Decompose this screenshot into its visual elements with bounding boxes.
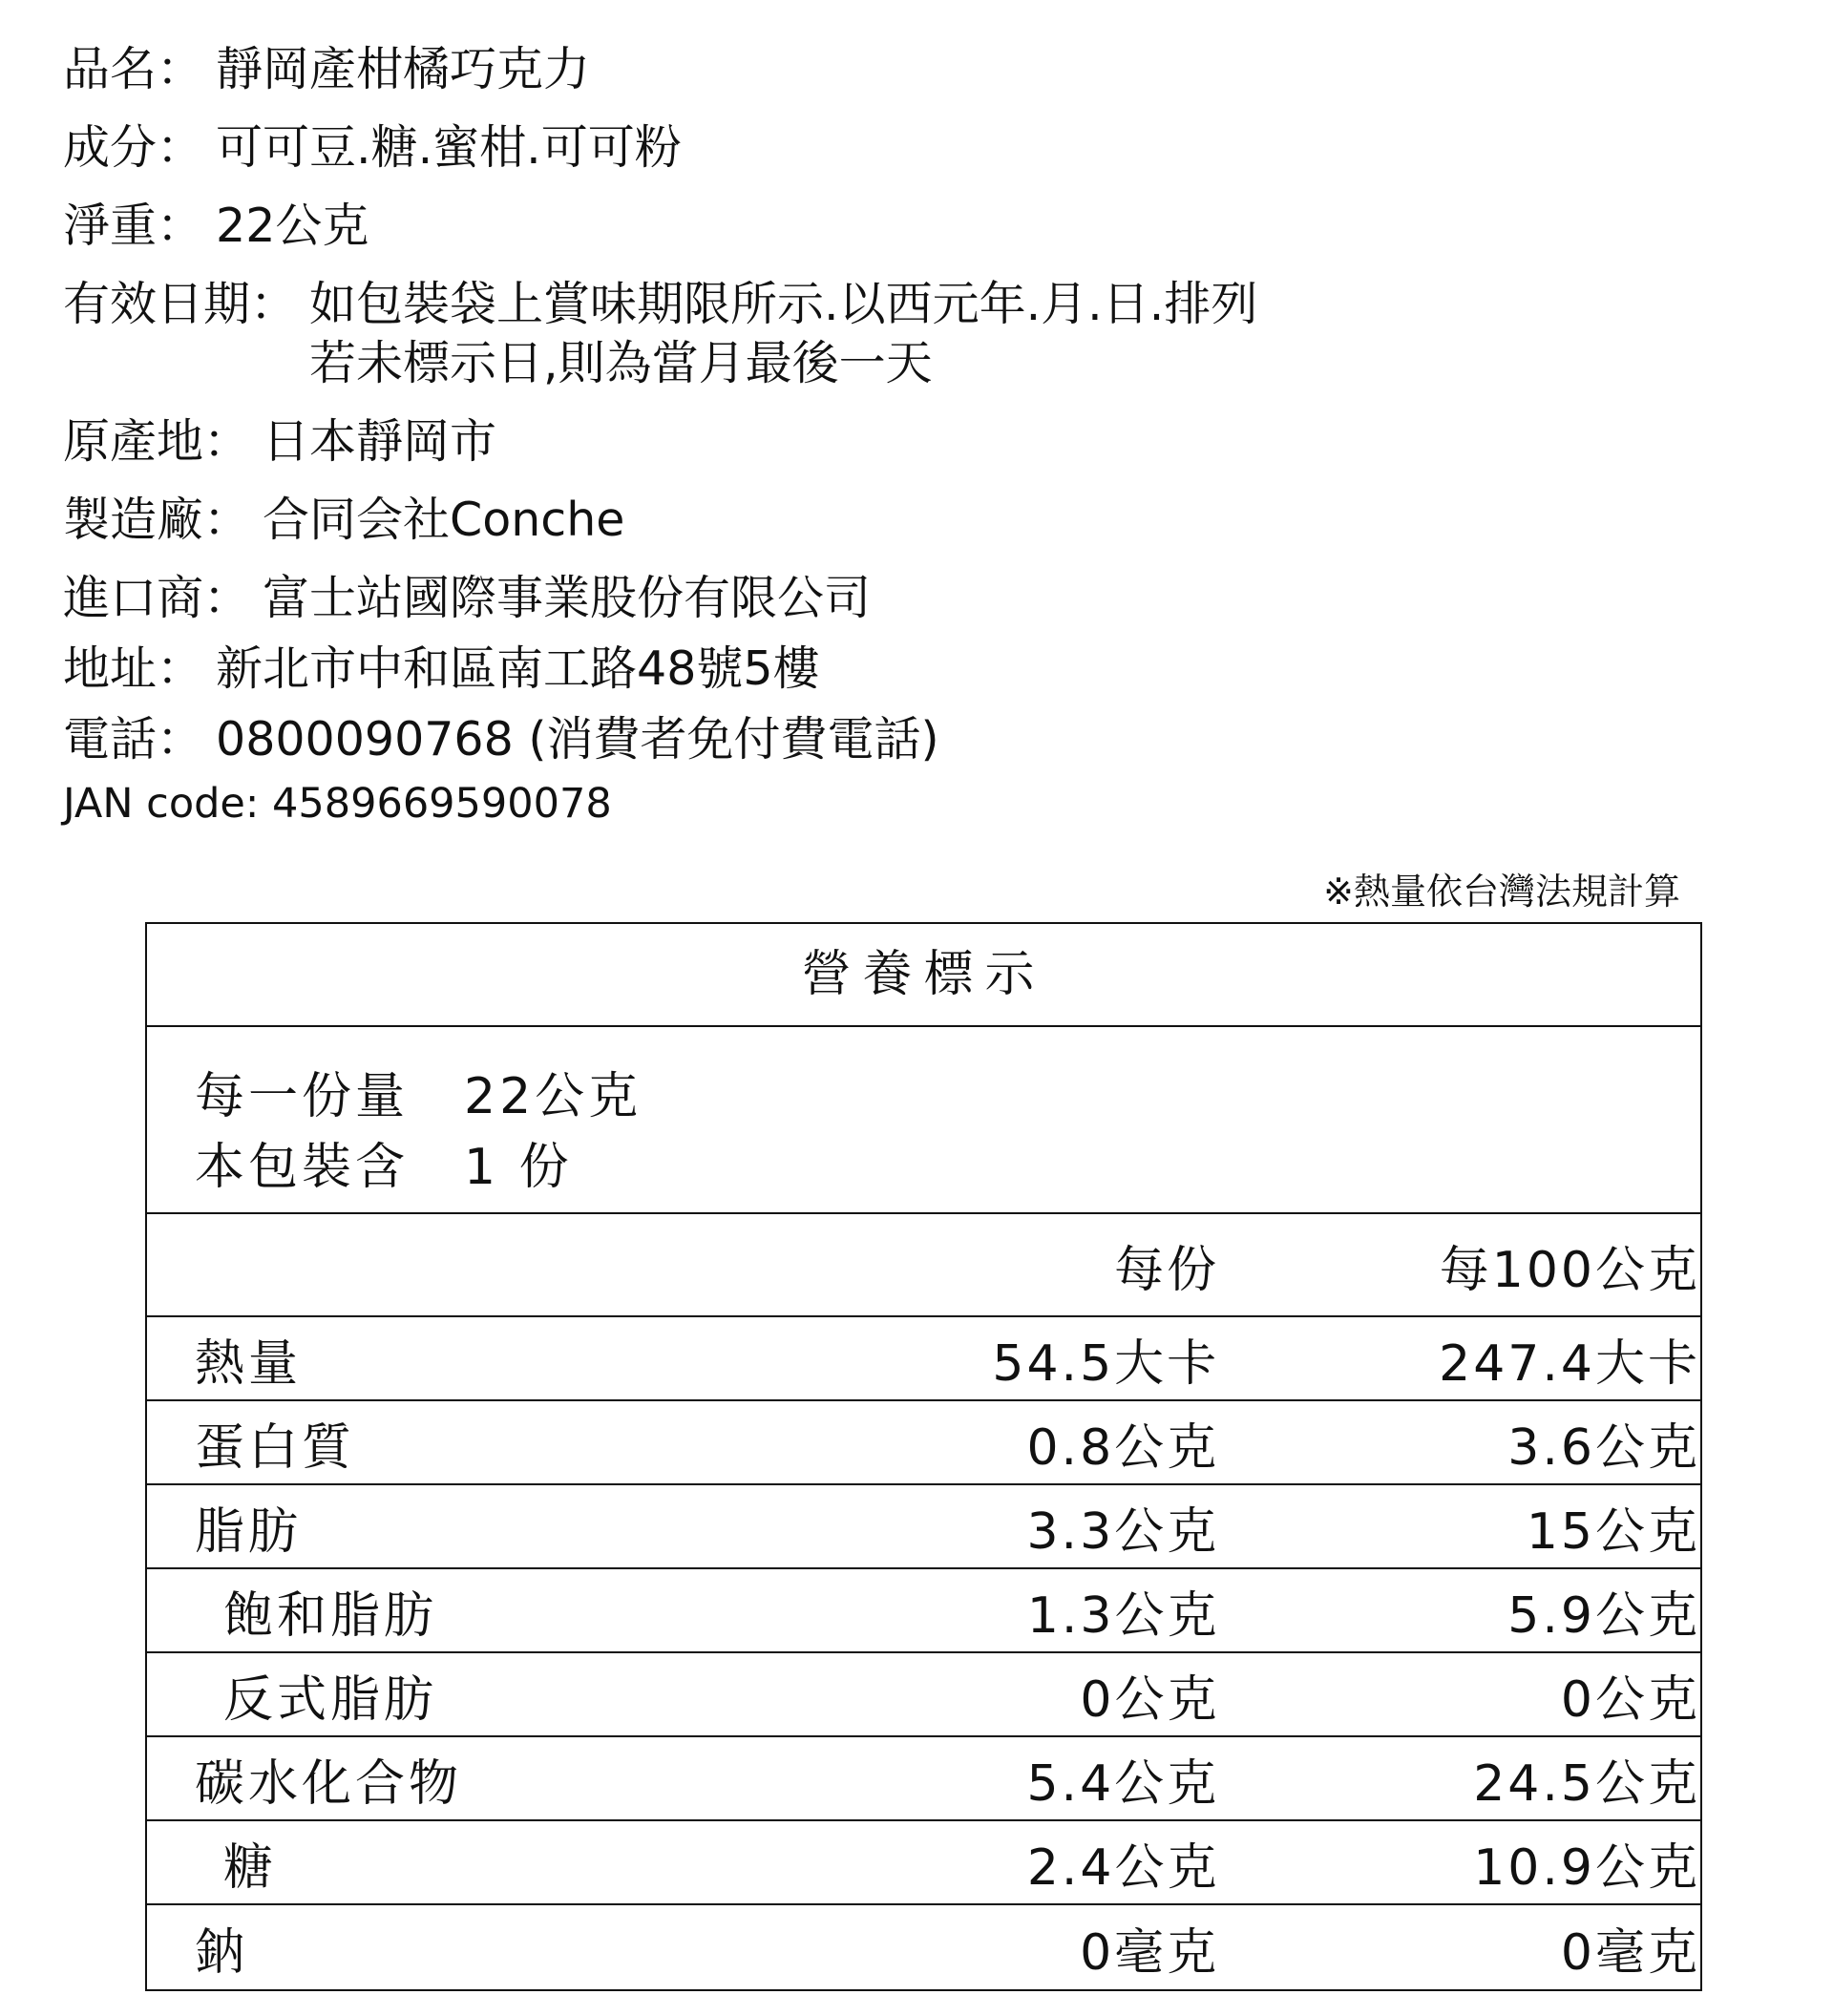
expiry-row [63,275,1686,393]
importer-value: 富士站國際事業股份有限公司 [263,571,872,625]
address-label: 地址 [63,641,158,696]
nutrition-title: 營養標示 [147,924,1700,1027]
nutrient-per-serving: 0毫克 [1080,1923,1220,1982]
product-name-value: 靜岡產柑橘巧克力 [216,42,591,96]
phone-row [63,710,1686,769]
nutrient-name: 飽和脂肪 [223,1586,438,1645]
nutrient-per-serving: 5.4公克 [1026,1754,1220,1813]
table-row [147,1485,1700,1569]
nutrient-per-100g: 15公克 [1526,1502,1700,1561]
manufacturer-label: 製造廠 [63,493,204,547]
net-weight-label: 淨重 [63,199,158,253]
net-weight-row [63,197,1686,256]
phone-label: 電話 [63,712,158,766]
nutrient-per-serving: 54.5大卡 [992,1334,1220,1393]
nutrient-per-100g: 3.6公克 [1507,1418,1700,1477]
ingredients-value: 可可豆.糖.蜜柑.可可粉 [216,120,682,175]
product-name-row [63,40,1686,99]
address-row [63,640,1686,699]
ingredients-label: 成分 [63,120,158,175]
phone-value: 0800090768 (消費者免付費電話) [216,712,939,766]
product-name-label: 品名 [63,42,158,96]
nutrient-per-serving: 0公克 [1080,1670,1220,1729]
serving-size-line [195,1061,1700,1132]
nutrient-per-100g: 0毫克 [1560,1923,1700,1982]
ingredients-row [63,118,1686,178]
nutrient-per-serving: 3.3公克 [1026,1502,1220,1561]
header-per-100g: 每100公克 [1439,1241,1700,1299]
nutrient-name: 碳水化合物 [195,1754,463,1813]
nutrient-name: 糖 [223,1838,278,1897]
table-row [147,1317,1700,1401]
colon: ： [157,712,204,766]
manufacturer-value: 合同会社Conche [263,493,625,547]
manufacturer-row [63,491,1686,550]
colon: ： [250,277,298,331]
importer-label: 進口商 [63,571,204,625]
servings-per-package-line [195,1132,1700,1203]
expiry-line-1: 如包裝袋上賞味期限所示.以西元年.月.日.排列 [309,277,1258,331]
nutrient-per-100g: 247.4大卡 [1439,1334,1700,1393]
table-row [147,1737,1700,1821]
nutrient-name: 蛋白質 [195,1418,356,1477]
origin-value: 日本靜岡市 [263,414,497,469]
nutrient-name: 脂肪 [195,1502,303,1561]
colon: ： [203,493,251,547]
nutrient-name: 熱量 [195,1334,303,1393]
header-per-serving: 每份 [1114,1241,1220,1299]
servings-label: 本包裝含 [195,1139,410,1196]
product-info [63,40,1686,830]
table-row [147,1653,1700,1737]
nutrient-per-serving: 0.8公克 [1026,1418,1220,1477]
nutrition-table [145,922,1702,1991]
table-row [147,1905,1700,1989]
nutrient-per-100g: 10.9公克 [1473,1838,1700,1897]
colon: ： [157,120,204,175]
address-value: 新北市中和區南工路48號5樓 [216,641,820,696]
nutrient-name: 鈉 [195,1923,249,1982]
serving-info [147,1027,1700,1214]
nutrient-per-100g: 5.9公克 [1507,1586,1700,1645]
calorie-note: ※熱量依台灣法規計算 [1323,871,1680,913]
serving-size-value: 22公克 [464,1068,643,1125]
colon: ： [203,571,251,625]
nutrient-per-100g: 24.5公克 [1473,1754,1700,1813]
nutrient-per-serving: 2.4公克 [1026,1838,1220,1897]
nutrient-per-serving: 1.3公克 [1026,1586,1220,1645]
net-weight-value: 22公克 [216,199,369,253]
origin-row [63,412,1686,472]
table-header-row [147,1214,1700,1317]
origin-label: 原產地 [63,414,204,469]
importer-row [63,569,1686,628]
expiry-line-2: 若未標示日,則為當月最後一天 [309,336,933,390]
nutrient-name: 反式脂肪 [223,1670,438,1729]
colon: ： [157,42,204,96]
colon: ： [157,641,204,696]
colon: ： [157,199,204,253]
expiry-label: 有效日期 [63,277,251,331]
colon: ： [203,414,251,469]
table-row [147,1401,1700,1485]
table-row [147,1821,1700,1905]
nutrient-per-100g: 0公克 [1560,1670,1700,1729]
jan-code: JAN code: 4589669590078 [63,780,612,828]
serving-size-label: 每一份量 [195,1068,410,1125]
table-row [147,1569,1700,1653]
servings-value: 1 份 [464,1139,573,1196]
expiry-value [309,275,1257,393]
